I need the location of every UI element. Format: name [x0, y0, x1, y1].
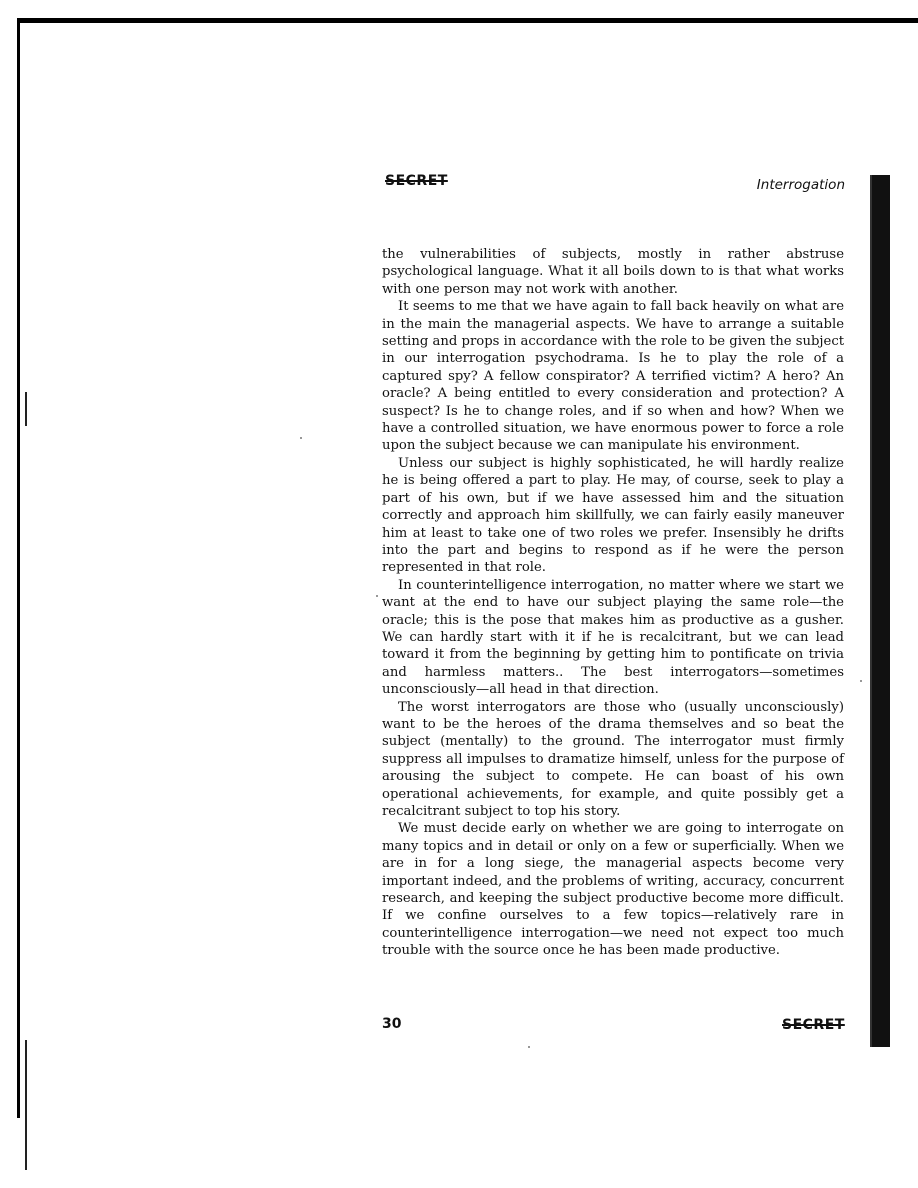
scan-speck: [376, 595, 378, 597]
scan-speck: [528, 1046, 530, 1048]
page-header: [385, 173, 845, 197]
scan-edge-mark: [25, 1040, 27, 1170]
body-text: [382, 246, 844, 960]
scan-speck: [860, 680, 862, 682]
paragraph: We must decide early on whether we are going to interrogate on many topics and in detail or only on a few or superficially. When we are in for a long siege, the managerial aspects become very important indeed, and the problems of writing, accuracy, concurrent research, and keeping the subject productive become more difficult. If we confine ourselves to a few topics—relatively rare in counterintelligence interrogation—we need not expect too much trouble with the source once he has been made productive.: [382, 821, 844, 959]
paragraph: Unless our subject is highly sophisticated, he will hardly realize he is being offered a part to play. He may, of course, seek to play a part of his own, but if we have assessed him and the situation correctly and approach him skillfully, we can fairly easily maneuver him at least to take one of two roles we prefer. Insensibly he drifts into the part and begins to respond as if he were the person represented in that role.: [382, 455, 844, 576]
running-head: Interrogation: [756, 177, 845, 193]
paragraph: the vulnerabilities of subjects, mostly in rather abstruse psychological language. What it all boils down to is that what works with one person may not work with another.: [382, 247, 844, 297]
scan-speck: [300, 437, 302, 439]
paragraph: It seems to me that we have again to fall back heavily on what are in the main the managerial aspects. We have to arrange a suitable setting and props in accordance with the role to be given the subject in our interrogation psychodrama. Is he to play the role of a captured spy? A fellow conspirator? A terrified victim? A hero? An oracle? A being entitled to every consideration and protection? A suspect? Is he to change roles, and if so when and how? When we have a controlled situation, we have enormous power to force a role upon the subject because we can manipulate his environment.: [382, 299, 844, 454]
scan-left-border: [17, 18, 20, 1118]
scan-edge-mark: [25, 392, 27, 426]
revision-bar: [870, 175, 890, 1047]
classification-stamp: SECRET: [385, 173, 448, 189]
scan-top-border: [18, 18, 918, 23]
paragraph: The worst interrogators are those who (usually unconsciously) want to be the heroes of the drama themselves and so beat the subject (mentally) to the ground. The interrogator must firmly suppress all impulses to dramatize himself, unless for the purpose of arousing the subject to compete. He can boast of his own operational achievements, for example, and quite possibly get a recalcitrant subject to top his story.: [382, 699, 844, 819]
page-number: 30: [382, 1016, 402, 1032]
footer-classification-stamp: SECRET: [782, 1017, 845, 1033]
paragraph: In counterintelligence interrogation, no matter where we start we want at the end to have our subject playing the same role—the oracle; this is the pose that makes him as productive as a gusher. We can hardly start with it if he is recalcitrant, but we can lead toward it from the beginning by getting him to pontificate on trivia and harmless matters.. The best interrogators—sometimes unconsciously—all head in that direction.: [382, 577, 844, 698]
